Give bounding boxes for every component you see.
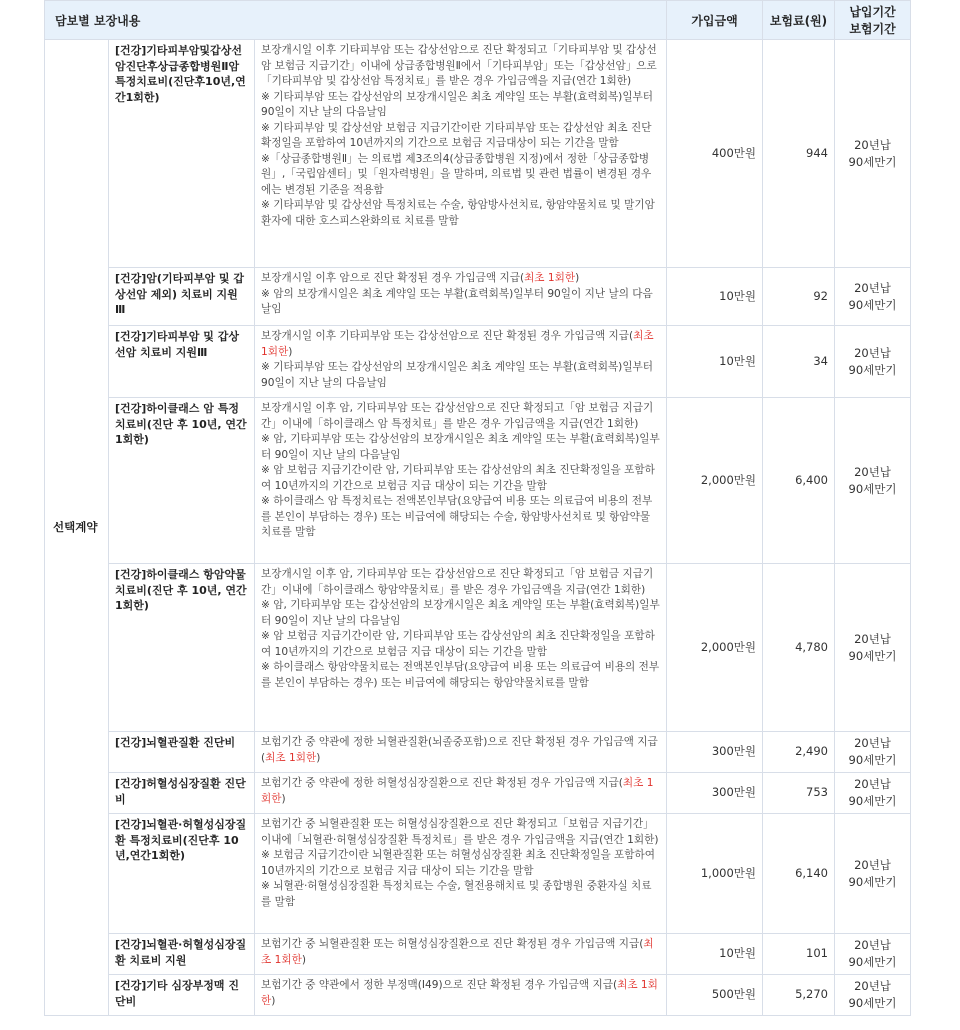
- category-cell: 선택계약: [45, 40, 109, 1016]
- premium-cell: 101: [763, 934, 835, 975]
- amount-cell: 10만원: [667, 268, 763, 326]
- premium-cell: 6,140: [763, 814, 835, 934]
- coverage-name: [건강]기타피부암 및 갑상선암 치료비 지원Ⅲ: [109, 326, 255, 398]
- highlight-text: 최초 1회한: [265, 751, 317, 764]
- period-cell: 20년납 90세만기: [835, 326, 911, 398]
- coverage-name: [건강]뇌혈관·허혈성심장질환 특정치료비(진단후 10년,연간1회한): [109, 814, 255, 934]
- coverage-desc: 보험기간 중 뇌혈관질환 또는 허혈성심장질환으로 진단 확정된 경우 가입금액 지급(최초 1회한): [255, 934, 667, 975]
- table-row: [45, 398, 911, 564]
- premium-cell: 4,780: [763, 564, 835, 732]
- period-cell: 20년납 90세만기: [835, 398, 911, 564]
- table-row: [45, 732, 911, 773]
- table-row: [45, 564, 911, 732]
- table-row: [45, 773, 911, 814]
- table-row: [45, 934, 911, 975]
- premium-cell: 944: [763, 40, 835, 268]
- highlight-text: 최초 1회한: [261, 777, 654, 805]
- premium-cell: 5,270: [763, 975, 835, 1016]
- amount-cell: 10만원: [667, 326, 763, 398]
- table-row: [45, 326, 911, 398]
- period-cell: 20년납 90세만기: [835, 934, 911, 975]
- coverage-table: [44, 0, 911, 1016]
- amount-cell: 2,000만원: [667, 564, 763, 732]
- coverage-desc: 보험기간 중 뇌혈관질환 또는 허혈성심장질환으로 진단 확정되고「보험금 지급기간」이내에「뇌혈관·허혈성심장질환 특정치료」를 받은 경우 가입금액을 지급(연간 1회한) ※ 보험금 지급기간이란 뇌혈관질환 또는 허혈성심장질환 최초 진단확정일을 포함하여 10년까지의 기간으로 보험금 지급 대상이 되는 기간을 말함 ※ 뇌혈관·허혈성심장질환 특정치료는 수술, 혈전용해치료 및 종합병원 중환자실 치료를 말함: [255, 814, 667, 934]
- coverage-desc: 보장개시일 이후 기타피부암 또는 갑상선암으로 진단 확정된 경우 가입금액 지급(최초 1회한) ※ 기타피부암 또는 갑상선암의 보장개시일은 최초 계약일 또는 부활(효력회복)일부터 90일이 지난 날의 다음날임: [255, 326, 667, 398]
- period-cell: 20년납 90세만기: [835, 268, 911, 326]
- coverage-name: [건강]기타피부암및갑상선암진단후상급종합병원Ⅱ암특정치료비(진단후10년,연간1회한): [109, 40, 255, 268]
- premium-cell: 92: [763, 268, 835, 326]
- coverage-name: [건강]허혈성심장질환 진단비: [109, 773, 255, 814]
- header-amount: 가입금액: [667, 1, 763, 40]
- period-cell: 20년납 90세만기: [835, 814, 911, 934]
- coverage-desc: 보험기간 중 약관에 정한 허혈성심장질환으로 진단 확정된 경우 가입금액 지급(최초 1회한): [255, 773, 667, 814]
- amount-cell: 500만원: [667, 975, 763, 1016]
- highlight-text: 최초 1회한: [524, 272, 576, 284]
- coverage-table-container: [44, 0, 910, 1016]
- coverage-name: [건강]기타 심장부정맥 진단비: [109, 975, 255, 1016]
- amount-cell: 1,000만원: [667, 814, 763, 934]
- amount-cell: 300만원: [667, 732, 763, 773]
- amount-cell: 2,000만원: [667, 398, 763, 564]
- header-period-line1: 납입기간: [849, 5, 896, 19]
- header-period: [835, 1, 911, 40]
- table-row: [45, 40, 911, 268]
- header-premium: 보험료(원): [763, 1, 835, 40]
- coverage-desc: 보장개시일 이후 기타피부암 또는 갑상선암으로 진단 확정되고「기타피부암 및 갑상선암 보험금 지급기간」이내에 상급종합병원Ⅱ에서「기타피부암」또는「갑상선암」으로「기타피부암 및 갑상선암 특정치료」를 받은 경우 가입금액을 지급(연간 1회한) ※ 기타피부암 또는 갑상선암의 보장개시일은 최초 계약일 또는 부활(효력회복)일부터 90일이 지난 날의 다음날임 ※ 기타피부암 및 갑상선암 보험금 지급기간이란 기타피부암 또는 갑상선암 최초 진단확정일을 포함하여 10년까지의 기간으로 보험금 지급대상이 되는 기간을 말함 ※「상급종합병원Ⅱ」는 의료법 제3조의4(상급종합병원 지정)에서 정한「상급종합병원」,「국립암센터」및「원자력병원」을 말하며, 의료법 및 관련 법률이 변경된 경우에는 변경된 기준을 적용함 ※ 기타피부암 및 갑상선암 특정치료는 수술, 항암방사선치료, 항암약물치료 및 말기암 환자에 대한 호스피스완화의료 치료를 말함: [255, 40, 667, 268]
- period-cell: 20년납 90세만기: [835, 564, 911, 732]
- period-cell: 20년납 90세만기: [835, 975, 911, 1016]
- header-period-line2: 보험기간: [849, 22, 896, 36]
- table-header-row: [45, 1, 911, 40]
- coverage-desc: 보장개시일 이후 암, 기타피부암 또는 갑상선암으로 진단 확정되고「암 보험금 지급기간」이내에「하이클래스 항암약물치료」를 받은 경우 가입금액을 지급(연간 1회한) ※ 암, 기타피부암 또는 갑상선암의 보장개시일은 최초 계약일 또는 부활(효력회복)일부터 90일이 지난 날의 다음날임 ※ 암 보험금 지급기간이란 암, 기타피부암 또는 갑상선암의 최초 진단확정일을 포함하여 10년까지의 기간으로 보험금 지급 대상이 되는 기간을 말함 ※ 하이클래스 항암약물치료는 전액본인부담(요양급여 비용 또는 의료급여 비용의 전부를 본인이 부담하는 경우) 또는 비급여에 해당되는 항암약물치료를 말함: [255, 564, 667, 732]
- premium-cell: 753: [763, 773, 835, 814]
- coverage-desc: 보험기간 중 약관에서 정한 부정맥(I49)으로 진단 확정된 경우 가입금액 지급(최초 1회한): [255, 975, 667, 1016]
- header-coverage: 담보별 보장내용: [45, 1, 667, 40]
- highlight-text: 최초 1회한: [261, 938, 654, 966]
- highlight-text: 최초 1회한: [261, 330, 654, 358]
- coverage-name: [건강]뇌혈관·허혈성심장질환 치료비 지원: [109, 934, 255, 975]
- coverage-name: [건강]뇌혈관질환 진단비: [109, 732, 255, 773]
- highlight-text: 최초 1회한: [261, 979, 658, 1007]
- premium-cell: 6,400: [763, 398, 835, 564]
- coverage-name: [건강]하이클래스 암 특정치료비(진단 후 10년, 연간1회한): [109, 398, 255, 564]
- coverage-desc: 보장개시일 이후 암, 기타피부암 또는 갑상선암으로 진단 확정되고「암 보험금 지급기간」이내에「하이클래스 암 특정치료」를 받은 경우 가입금액을 지급(연간 1회한) ※ 암, 기타피부암 또는 갑상선암의 보장개시일은 최초 계약일 또는 부활(효력회복)일부터 90일이 지난 날의 다음날임 ※ 암 보험금 지급기간이란 암, 기타피부암 또는 갑상선암의 최초 진단확정일을 포함하여 10년까지의 기간으로 보험금 지급 대상이 되는 기간을 말함 ※ 하이클래스 암 특정치료는 전액본인부담(요양급여 비용 또는 의료급여 비용의 전부를 본인이 부담하는 경우) 또는 비급여에 해당되는 수술, 항암방사선치료 및 항암약물치료를 말함: [255, 398, 667, 564]
- table-row: [45, 814, 911, 934]
- amount-cell: 400만원: [667, 40, 763, 268]
- table-row: [45, 975, 911, 1016]
- period-cell: 20년납 90세만기: [835, 773, 911, 814]
- period-cell: 20년납 90세만기: [835, 732, 911, 773]
- coverage-desc: 보험기간 중 약관에 정한 뇌혈관질환(뇌졸중포함)으로 진단 확정된 경우 가입금액 지급(최초 1회한): [255, 732, 667, 773]
- coverage-name: [건강]하이클래스 항암약물치료비(진단 후 10년, 연간1회한): [109, 564, 255, 732]
- premium-cell: 34: [763, 326, 835, 398]
- amount-cell: 300만원: [667, 773, 763, 814]
- premium-cell: 2,490: [763, 732, 835, 773]
- table-row: [45, 268, 911, 326]
- amount-cell: 10만원: [667, 934, 763, 975]
- coverage-name: [건강]암(기타피부암 및 갑상선암 제외) 치료비 지원Ⅲ: [109, 268, 255, 326]
- period-cell: 20년납 90세만기: [835, 40, 911, 268]
- coverage-desc: 보장개시일 이후 암으로 진단 확정된 경우 가입금액 지급(최초 1회한) ※ 암의 보장개시일은 최초 계약일 또는 부활(효력회복)일부터 90일이 지난 날의 다음날임: [255, 268, 667, 326]
